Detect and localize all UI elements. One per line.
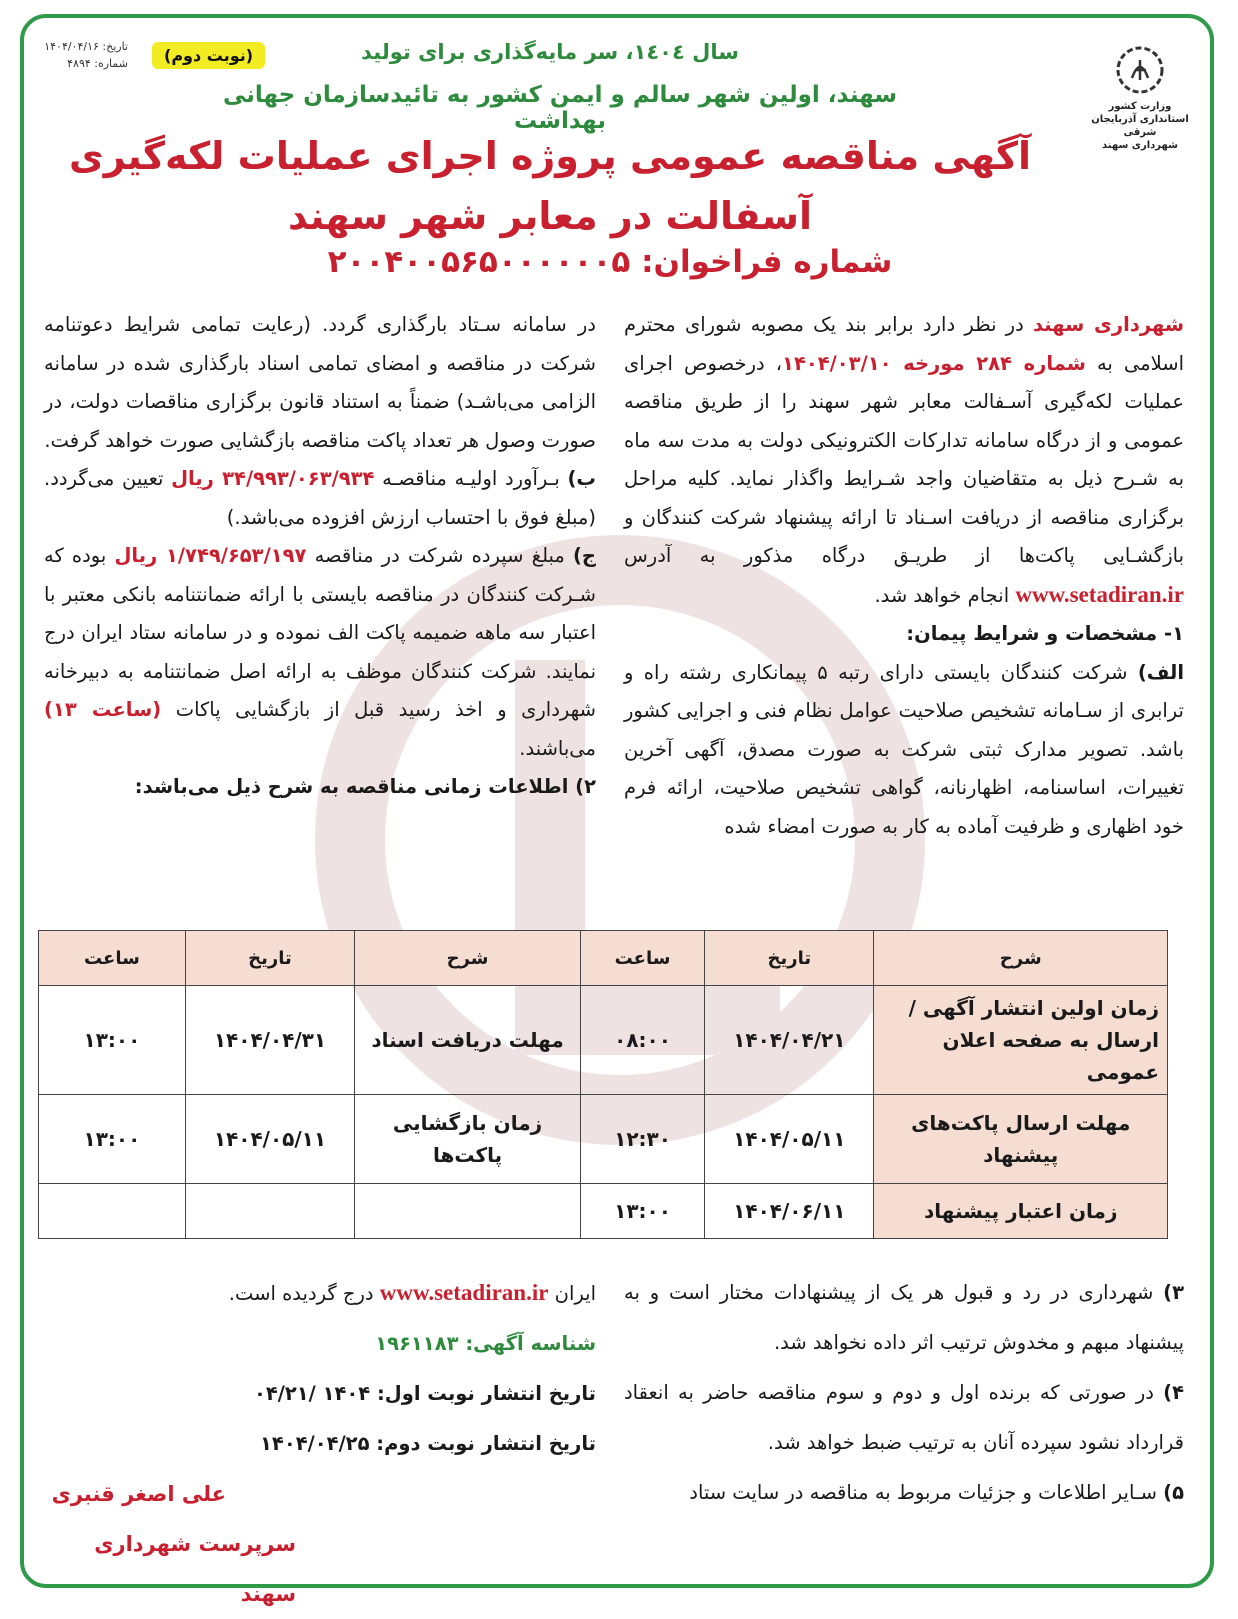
table-row (39, 1095, 1168, 1184)
call-number (200, 244, 1020, 280)
table-cell: ۱۳:۰۰ (580, 1184, 704, 1239)
note-5-cont-1: ایران (548, 1282, 596, 1305)
setad-link[interactable]: www.setadiran.ir (1015, 581, 1184, 607)
table-cell: ۱۳:۰۰ (39, 986, 186, 1095)
resolution-ref: شماره ۲۸۴ مورخه ۱۴۰۴/۰۳/۱۰ (782, 351, 1086, 375)
ad-id: شناسه آگهی: ۱۹۶۱۱۸۳ (375, 1332, 596, 1355)
document-date: تاریخ: ۱۴۰۴/۰۴/۱۶ (44, 40, 128, 53)
municipality-logo (1078, 44, 1202, 152)
note-3 (624, 1268, 1184, 1368)
emblem-icon (1114, 44, 1166, 96)
org-line-2: استانداری آذربایجان شرقی (1091, 114, 1189, 138)
col-header: شرح (355, 931, 581, 986)
table-header-row (39, 931, 1168, 986)
section-1-heading: ۱- مشخصات و شرایط پیمان: (906, 622, 1184, 645)
table-cell: ۱۲:۳۰ (580, 1095, 704, 1184)
col-header: ساعت (39, 931, 186, 986)
note-3-text: شهرداری در رد و قبول هر یک از پیشنهادات مختار است و به پیشنهاد مبهم و مخدوش ترتیب اثر داده نخواهد شد. (624, 1281, 1184, 1354)
publish-date-2: تاریخ انتشار نوبت دوم: ۱۴۰۴/۰۴/۲۵ (260, 1432, 596, 1455)
clause-jim-text-2: بوده که شـرکت کنندگان در مناقصه بایستی با ارائه ضمانتنامه بانکی معتبر با اعتبار سه ماهه ضمیمه پاکت الف نموده و در سامانه ستاد ایران درج نمایند. شرکت کنندگان موظف به ارائه اصل ضمانتنامه به دبیرخانه شهرداری و اخذ رسید قبل از بازگشایی پاکات (44, 544, 596, 721)
clause-be-text-1: بـرآورد اولیـه مناقصـه (374, 467, 568, 490)
call-number-label: شماره فراخوان: (641, 244, 893, 280)
note-4 (624, 1368, 1184, 1468)
document-meta (30, 38, 128, 72)
clause-be (44, 460, 596, 537)
col-header: شرح (874, 931, 1168, 986)
table-cell: زمان بازگشایی پاکت‌ها (355, 1095, 581, 1184)
table-cell: مهلت ارسال پاکت‌های پیشنهاد (874, 1095, 1168, 1184)
intro-text-1: در نظر دارد برابر بند یک مصوبه شورای محترم اسلامی به (624, 313, 1184, 375)
table-cell: ۰۸:۰۰ (580, 986, 704, 1095)
intro-text-3: انجام خواهد شد. (874, 583, 1016, 607)
table-cell: ۱۴۰۴/۰۵/۱۱ (705, 1095, 874, 1184)
signer-title: سرپرست شهرداری سهند (94, 1532, 296, 1606)
publish-date-1: تاریخ انتشار نوبت اول: ۱۴۰۴ /۰۴/۲۱ (253, 1382, 596, 1405)
city-slogan: سهند، اولین شهر سالم و ایمن کشور به تائیدسازمان جهانی بهداشت (222, 82, 898, 134)
table-cell: ۱۴۰۴/۰۶/۱۱ (705, 1184, 874, 1239)
table-cell: ۱۳:۰۰ (39, 1095, 186, 1184)
note-5-text: سـایر اطلاعات و جزئیات مربوط به مناقصه در سایت ستاد (689, 1481, 1164, 1504)
body-column-left (44, 306, 596, 807)
clause-alef (624, 654, 1184, 847)
note-5-label: ۵) (1163, 1481, 1184, 1504)
note-4-label: ۴) (1163, 1381, 1184, 1404)
clause-be-text-2: تعیین می‌گردد. (مبلغ فوق با احتساب ارزش افزوده می‌باشد.) (44, 467, 596, 529)
notes-right (624, 1268, 1184, 1518)
clause-be-label: ب) (567, 467, 596, 490)
table-cell: زمان اولین انتشار آگهی / ارسال به صفحه اعلان عمومی (874, 986, 1168, 1095)
note-5-continued (44, 1268, 596, 1319)
table-cell: زمان اعتبار پیشنهاد (874, 1184, 1168, 1239)
table-cell (355, 1184, 581, 1239)
table-cell (39, 1184, 186, 1239)
table-row (39, 1184, 1168, 1239)
document-number: شماره: ۴۸۹۴ (67, 57, 128, 70)
body-column-right (624, 306, 1184, 846)
table-cell: ۱۴۰۴/۰۴/۲۱ (705, 986, 874, 1095)
page-title: آگهی مناقصه عمومی پروژه اجرای عملیات لکه‌گیری آسفالت در معابر شهر سهند (68, 134, 1032, 238)
table-cell: ۱۴۰۴/۰۴/۳۱ (185, 986, 354, 1095)
year-slogan: سال ۱٤۰٤، سر مایه‌گذاری برای تولید (361, 40, 739, 64)
org-line-1: وزارت کشور (1108, 101, 1172, 112)
estimate-amount: ۳۴/۹۹۳/۰۶۳/۹۳۴ ریال (171, 467, 375, 490)
clause-jim-label: ج) (573, 544, 596, 567)
notes-left (44, 1268, 596, 1619)
col-header: تاریخ (185, 931, 354, 986)
table-cell (185, 1184, 354, 1239)
table-cell: ۱۴۰۴/۰۵/۱۱ (185, 1095, 354, 1184)
col-header: ساعت (580, 931, 704, 986)
note-5 (624, 1468, 1184, 1518)
section-2-heading: ۲) اطلاعات زمانی مناقصه به شرح ذیل می‌باشد: (134, 775, 596, 798)
org-line-3: شهرداری سهند (1102, 140, 1178, 151)
call-number-value: ۲۰۰۴۰۰۵۶۵۰۰۰۰۰۰۵ (327, 244, 631, 280)
deposit-amount: ۱/۷۴۹/۶۵۳/۱۹۷ ریال (114, 544, 307, 567)
setad-link-2[interactable]: www.setadiran.ir (379, 1280, 549, 1305)
clause-jim-text-1: مبلغ سپرده شرکت در مناقصه (306, 544, 574, 567)
note-5-cont-2: درج گردیده است. (228, 1282, 380, 1305)
signer-name: علی اصغر قنبری (51, 1482, 226, 1506)
note-4-text: در صورتی که برنده اول و دوم و سوم مناقصه حاضر به انعقاد قرارداد نشود سپرده آنان به ترتیب ضبط خواهد شد. (624, 1381, 1184, 1454)
table-cell: مهلت دریافت اسناد (355, 986, 581, 1095)
intro-text-2: ، درخصوص اجرای عملیات لکه‌گیری آسـفالت معابر شهر سهند را از طریق مناقصه عمومی و از درگاه سامانه تدارکات الکترونیکی دولت به مدت سه ماه به شـرح ذیل به متقاضیان واجد شـرایط واگذار نماید. کلیه مراحل برگزاری مناقصه از دریافت اسـناد تا ارائه پیشنهاد شرکت کنندگان و بازگشـایی پاکت‌ها از طریـق درگاه مذکور به آدرس (624, 351, 1184, 567)
round-badge: (نوبت دوم) (152, 42, 265, 69)
deposit-time: (ساعت ۱۳) (44, 698, 162, 721)
intro-subject: شهرداری سهند (1032, 313, 1185, 336)
col-header: تاریخ (705, 931, 874, 986)
clause-alef-text: شرکت کنندگان بایستی دارای رتبه ۵ پیمانکاری رشته راه و ترابری از سـامانه تشخیص صلاحیت عوامل نظام فنی و اجرایی کشور باشد. تصویر مدارک ثبتی شرکت به صورت مصدق، آگهی آخرین تغییرات، اساسنامه، اظهارنانه، گواهی تشخیص صلاحیت، ارائه فرم خود اظهاری و ظرفیت آماده به کار به صورت امضاء شده (624, 660, 1184, 838)
note-3-label: ۳) (1163, 1281, 1184, 1304)
table-row (39, 986, 1168, 1095)
clause-jim (44, 537, 596, 768)
schedule-table (38, 930, 1168, 1239)
clause-alef-label: الف) (1137, 660, 1185, 684)
clause-jim-text-3: می‌باشند. (519, 736, 596, 760)
clause-alef-continued: در سامانه سـتاد بارگذاری گردد. (رعایت تمامی شرایط دعوتنامه شرکت در مناقصه و امضای تمامی اسناد بارگذاری شده در سامانه الزامی می‌باشـد) ضمناً به استناد قانون برگزاری مناقصات دولت، در صورت وصول هر تعداد پاکت مناقصه بازگشایی صورت خواهد گرفت. (44, 313, 596, 452)
